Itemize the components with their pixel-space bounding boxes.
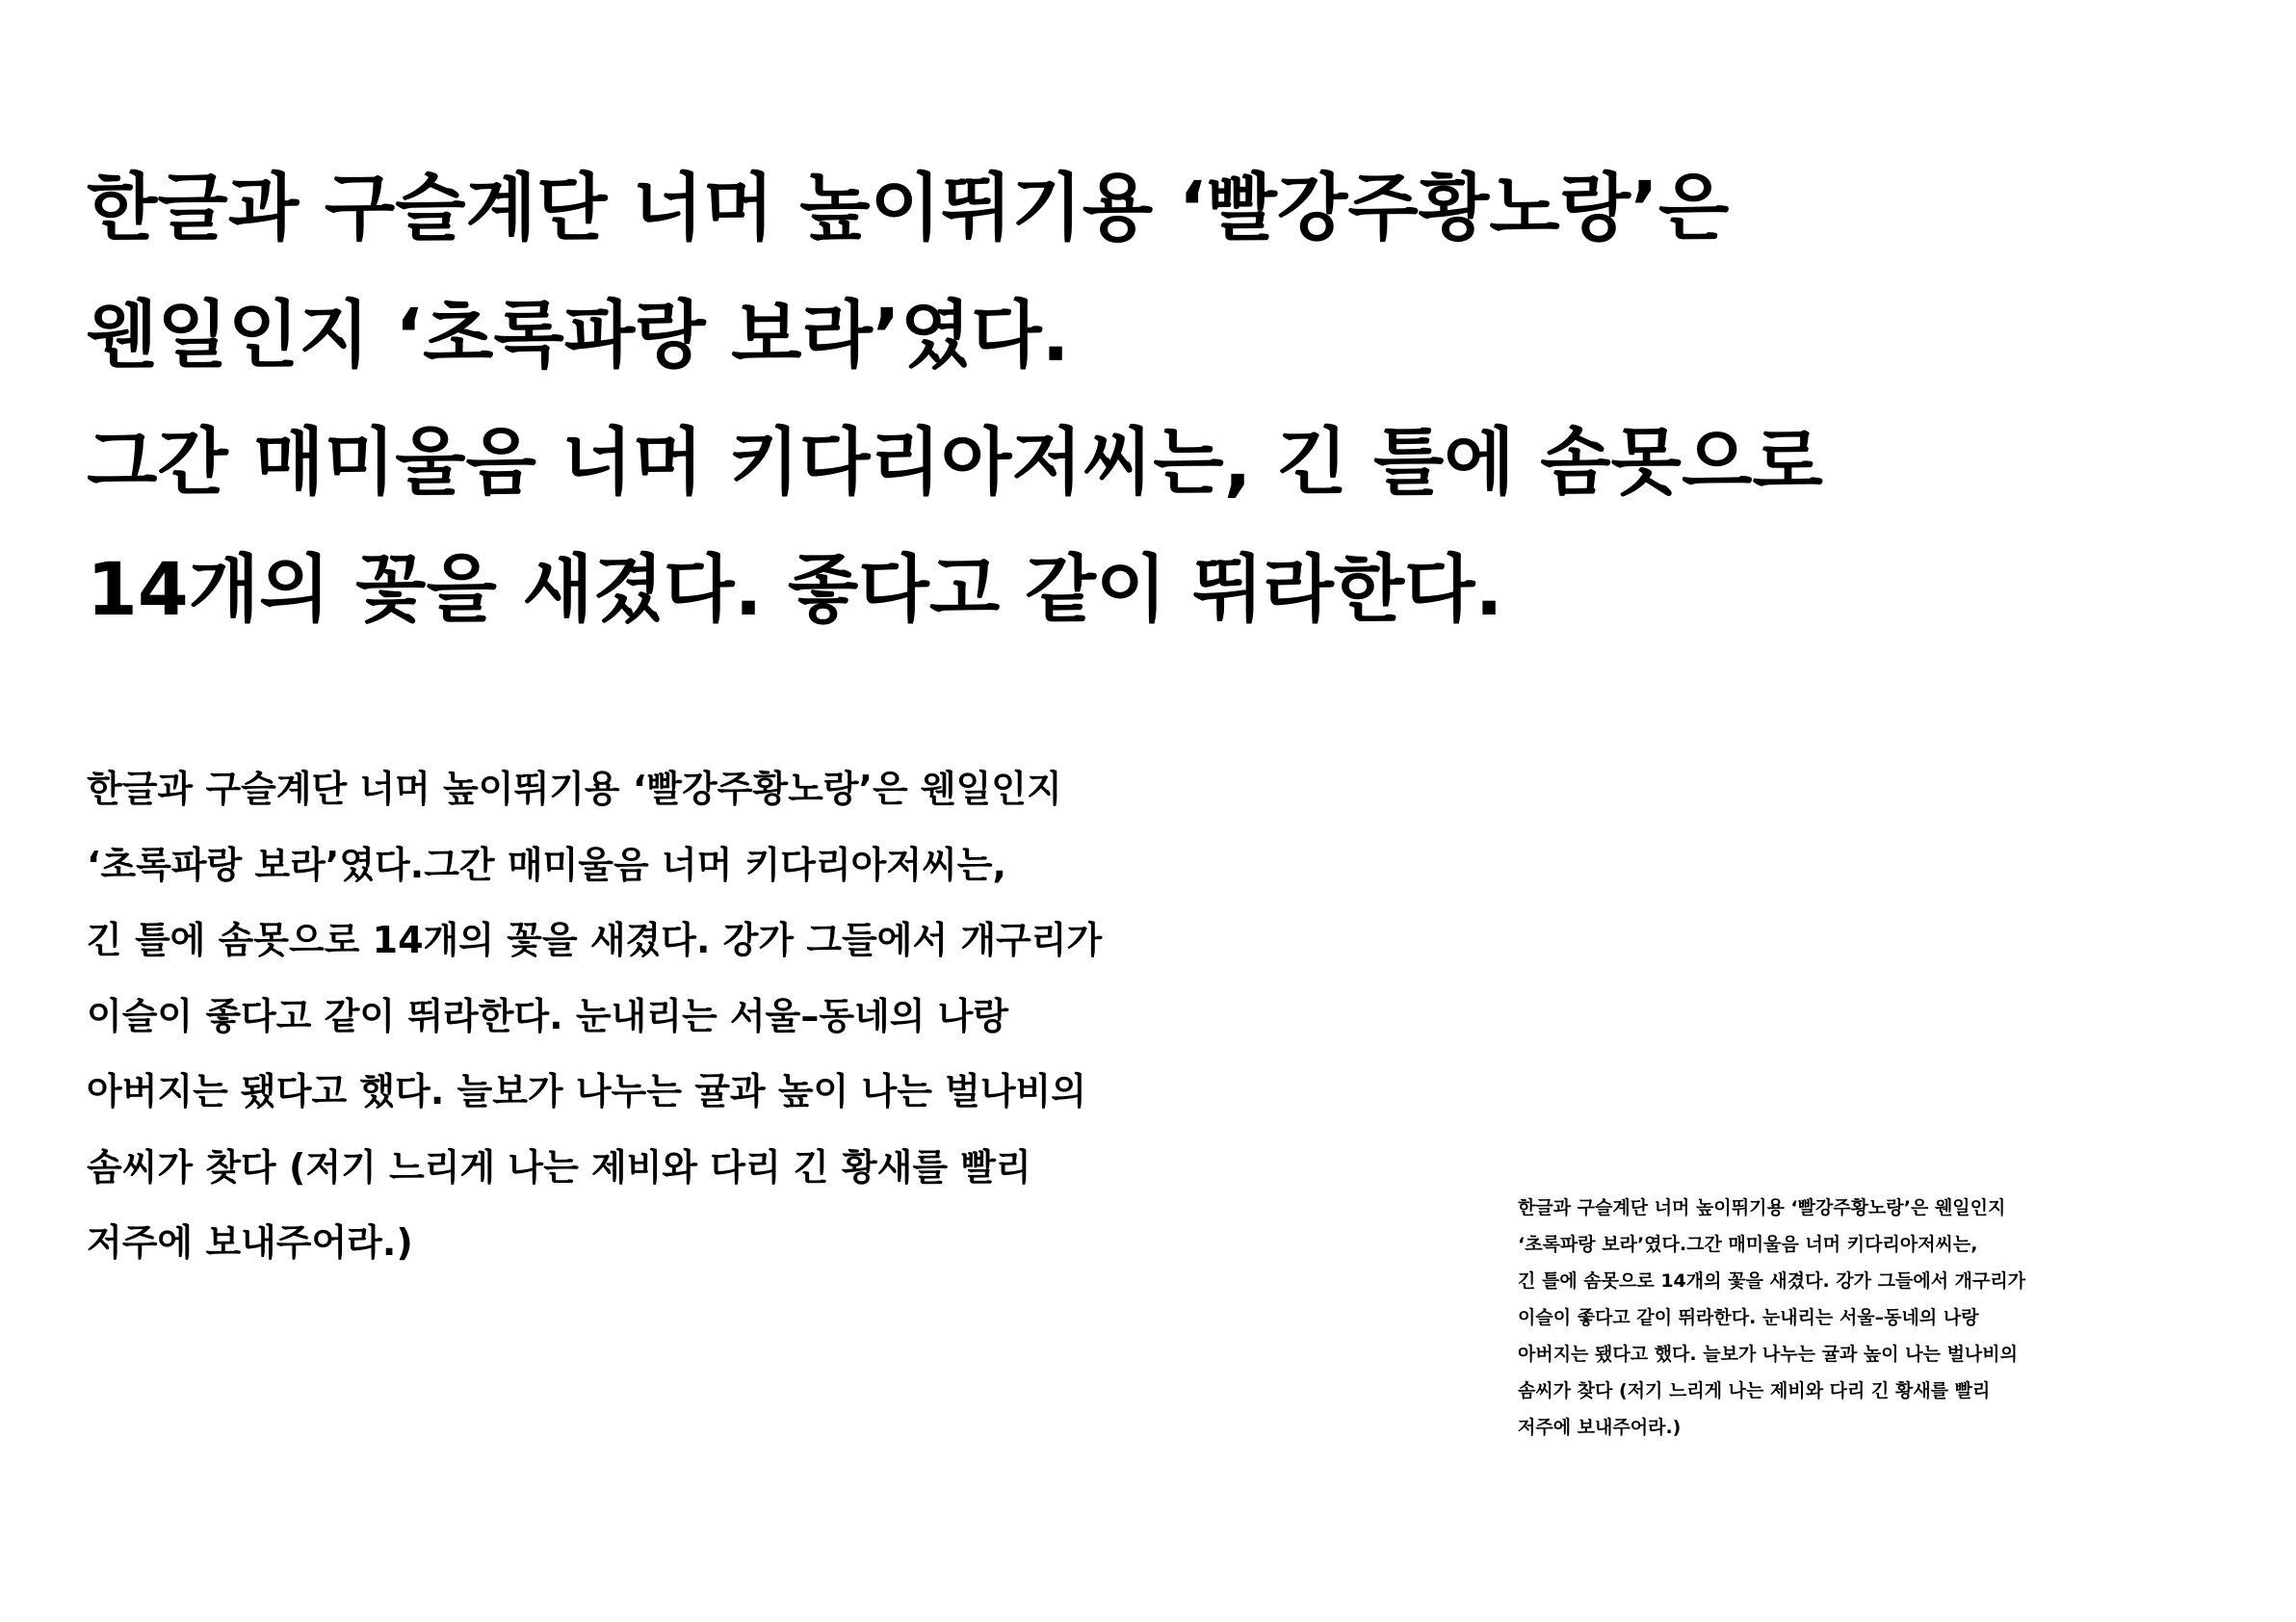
specimen-small (1518, 1190, 2025, 1446)
specimen-medium-line-1: 한글과 구슬계단 너머 높이뛰기용 ‘빨강주황노랑’은 웬일인지 (87, 768, 1062, 810)
specimen-small-line-6: 솜씨가 찾다 (저기 느리게 나는 제비와 다리 긴 황새를 빨리 (1518, 1380, 1991, 1401)
specimen-small-line-7: 저주에 보내주어라.) (1518, 1417, 1682, 1438)
specimen-small-line-5: 아버지는 됐다고 했다. 늘보가 나누는 귤과 높이 나는 벌나비의 (1518, 1344, 2018, 1365)
specimen-medium-line-2: ‘초록파랑 보라’였다.그간 매미울음 너머 키다리아저씨는, (87, 843, 1006, 886)
specimen-medium-line-3: 긴 틀에 솜못으로 14개의 꽃을 새겼다. 강가 그들에서 개구리가 (87, 919, 1103, 961)
specimen-medium-line-4: 이슬이 좋다고 같이 뛰라한다. 눈내리는 서울–동네의 나랑 (87, 994, 1009, 1037)
specimen-large-line-4: 14개의 꽃을 새겼다. 좋다고 같이 뛰라한다. (87, 546, 1503, 632)
specimen-medium-line-6: 솜씨가 찾다 (저기 느리게 나는 제비와 다리 긴 황새를 빨리 (87, 1145, 1031, 1189)
specimen-medium-line-5: 아버지는 됐다고 했다. 늘보가 나누는 귤과 높이 나는 벌나비의 (87, 1070, 1086, 1112)
specimen-large-line-3: 그간 매미울음 너머 키다리아저씨는, 긴 틀에 솜못으로 (87, 419, 1823, 505)
specimen-medium-line-7: 저주에 보내주어라.) (87, 1221, 413, 1264)
specimen-large (87, 144, 1823, 653)
specimen-large-line-1: 한글과 구슬계단 너머 높이뛰기용 ‘빨강주황노랑’은 (87, 165, 1730, 250)
specimen-large-line-2: 웬일인지 ‘초록파랑 보라’였다. (87, 292, 1070, 378)
specimen-small-line-1: 한글과 구슬계단 너머 높이뛰기용 ‘빨강주황노랑’은 웬일인지 (1518, 1197, 2006, 1218)
specimen-small-line-3: 긴 틀에 솜못으로 14개의 꽃을 새겼다. 강가 그들에서 개구리가 (1518, 1270, 2026, 1292)
specimen-small-line-4: 이슬이 좋다고 같이 뛰라한다. 눈내리는 서울–동네의 나랑 (1518, 1307, 1979, 1328)
specimen-small-line-2: ‘초록파랑 보라’였다.그간 매미울음 너머 키다리아저씨는, (1518, 1234, 1978, 1255)
specimen-medium (87, 751, 1102, 1281)
